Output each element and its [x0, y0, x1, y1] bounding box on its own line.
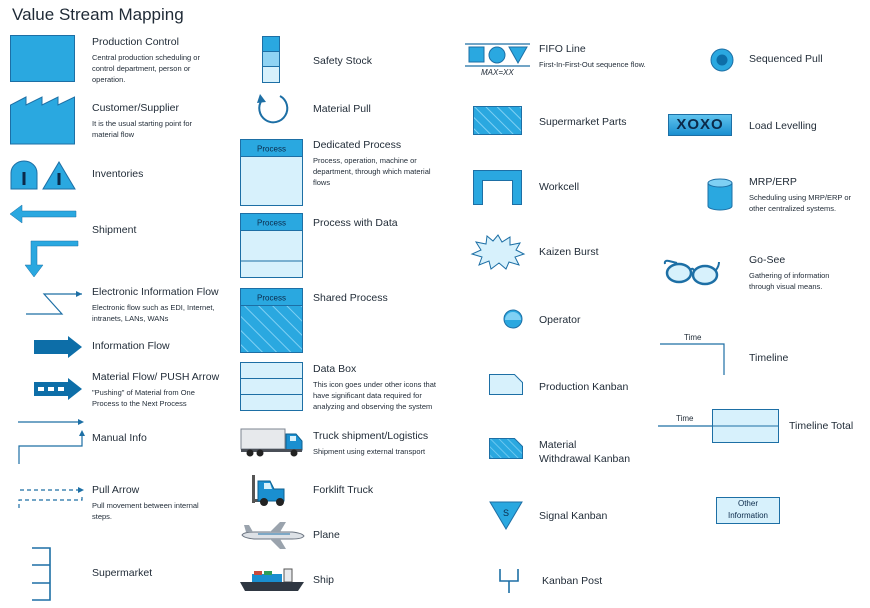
kaizen-burst-label: Kaizen Burst	[539, 246, 599, 258]
information-flow-arrow-icon	[34, 336, 84, 358]
supermarket-parts-label: Supermarket Parts	[539, 116, 627, 128]
mrp-erp-label: MRP/ERP	[749, 176, 797, 188]
dedicated-process-desc: Process, operation, machine or department, through which material flows	[313, 156, 431, 187]
production-kanban-label: Production Kanban	[539, 381, 629, 393]
timeline-total-label: Timeline Total	[789, 420, 854, 432]
pull-arrow-desc: Pull movement between internal steps.	[92, 501, 199, 521]
mrp-erp-database-icon	[707, 178, 735, 212]
sequenced-pull-icon	[709, 47, 735, 73]
timeline-total-icon	[658, 408, 782, 444]
customer-supplier-desc: It is the usual starting point for material flow	[92, 119, 193, 139]
supermarket-parts-icon	[473, 106, 523, 136]
safety-stock-icon	[262, 36, 282, 84]
material-flow-label: Material Flow/ PUSH Arrow	[92, 371, 220, 383]
fifo-max-label: MAX=XX	[481, 68, 514, 77]
ship-icon	[238, 566, 306, 594]
svg-text:Process: Process	[257, 218, 286, 228]
plane-label: Plane	[313, 529, 340, 541]
shipment-arrow-icon	[10, 204, 78, 224]
go-see-label: Go-See	[749, 254, 786, 266]
signal-kanban-label: Signal Kanban	[539, 510, 608, 522]
information-flow-label: Information Flow	[92, 340, 170, 352]
forklift-label: Forklift Truck	[313, 484, 374, 496]
workcell-icon	[473, 170, 523, 206]
page-title: Value Stream Mapping	[12, 5, 184, 24]
timeline-total-time-tag: Time	[676, 414, 694, 423]
truck-desc: Shipment using external transport	[313, 447, 426, 456]
production-kanban-icon	[489, 374, 525, 396]
data-box-desc: This icon goes under other icons that have significant data required for analyzing and observing the system	[313, 380, 436, 411]
operator-icon	[502, 308, 524, 330]
push-arrow-icon	[34, 378, 84, 400]
production-control-desc: Central production scheduling or control department, person or operation.	[92, 53, 200, 84]
load-levelling-label: Load Levelling	[749, 120, 817, 132]
sequenced-pull-label: Sequenced Pull	[749, 53, 823, 65]
load-levelling-icon: XOXO	[668, 114, 732, 136]
safety-stock-label: Safety Stock	[313, 55, 372, 67]
kanban-post-icon	[498, 568, 522, 594]
timeline-icon	[660, 343, 728, 377]
data-box-icon	[240, 362, 304, 412]
forklift-icon	[250, 473, 294, 507]
electronic-info-flow-icon	[24, 286, 84, 316]
workcell-label: Workcell	[539, 181, 580, 193]
factory-icon	[10, 95, 76, 145]
timeline-time-tag: Time	[684, 333, 702, 342]
svg-text:S: S	[502, 508, 510, 518]
plane-icon	[240, 520, 306, 550]
data-box-label: Data Box	[313, 363, 357, 375]
kanban-post-label: Kanban Post	[542, 575, 603, 587]
withdrawal-kanban-icon	[489, 438, 525, 460]
fifo-desc: First-In-First-Out sequence flow.	[539, 60, 646, 69]
manual-info-icon	[16, 418, 86, 466]
shared-process-label: Shared Process	[313, 292, 388, 304]
ship-label: Ship	[313, 574, 335, 586]
kaizen-burst-icon	[471, 234, 525, 270]
truck-icon	[240, 426, 306, 458]
supermarket-icon	[30, 546, 54, 602]
supermarket-label: Supermarket	[92, 567, 153, 579]
svg-text:Process: Process	[257, 293, 286, 303]
material-pull-icon	[254, 90, 292, 128]
mrp-erp-desc: Scheduling using MRP/ERP or other centralized systems.	[749, 193, 851, 213]
shared-process-icon	[240, 288, 304, 354]
inventories-label: Inventories	[92, 168, 144, 180]
signal-kanban-icon	[489, 501, 525, 531]
material-pull-label: Material Pull	[313, 103, 371, 115]
pull-arrow-icon	[16, 484, 86, 510]
fifo-label: FIFO Line	[539, 43, 586, 55]
operator-label: Operator	[539, 314, 581, 326]
manual-info-label: Manual Info	[92, 432, 147, 444]
shipment-bent-arrow-icon	[24, 240, 80, 278]
electronic-info-flow-label: Electronic Information Flow	[92, 286, 219, 298]
material-flow-desc: "Pushing" of Material from One Process to the Next Process	[92, 388, 195, 408]
electronic-info-flow-desc: Electronic flow such as EDI, Internet, intranets, LANs, WANs	[92, 303, 215, 323]
truck-label: Truck shipment/Logistics	[313, 430, 429, 442]
dedicated-process-icon	[240, 139, 304, 207]
svg-text:Process: Process	[257, 144, 286, 154]
go-see-desc: Gathering of information through visual means.	[749, 271, 830, 291]
customer-supplier-label: Customer/Supplier	[92, 102, 179, 114]
withdrawal-kanban-label: Material Withdrawal Kanban	[539, 439, 631, 465]
pull-arrow-label: Pull Arrow	[92, 484, 140, 496]
inventories-icon	[10, 160, 78, 190]
other-information-box: Other Information	[716, 497, 780, 524]
process-with-data-icon	[240, 213, 304, 279]
timeline-label: Timeline	[749, 352, 789, 364]
process-with-data-label: Process with Data	[313, 217, 398, 229]
shipment-label: Shipment	[92, 224, 137, 236]
go-see-glasses-icon	[663, 258, 721, 288]
production-control-icon	[10, 35, 76, 83]
production-control-label: Production Control	[92, 36, 179, 48]
fifo-line-icon	[465, 43, 531, 67]
dedicated-process-label: Dedicated Process	[313, 139, 402, 151]
